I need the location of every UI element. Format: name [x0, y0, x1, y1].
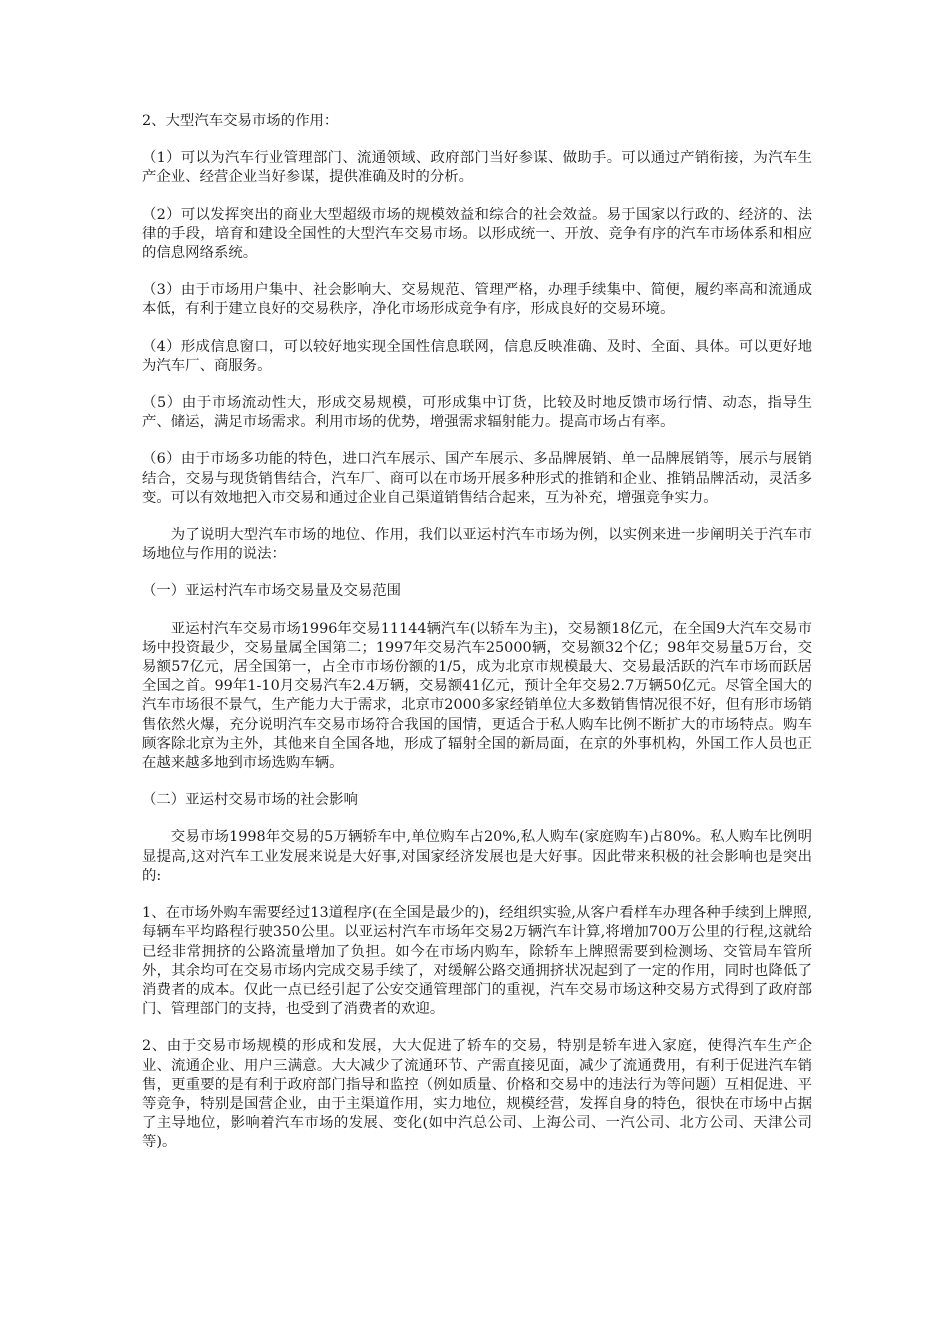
part2-heading: （二）亚运村交易市场的社会影响	[142, 792, 358, 809]
intro-paragraph: 为了说明大型汽车市场的地位、作用，我们以亚运村汽车市场为例，以实例来进一步阐明关于汽车市场地位与作用的说法：	[142, 527, 812, 563]
role-item-4: （4）形成信息窗口，可以较好地实现全国性信息联网，信息反映准确、及时、全面、具体。可以更好地为汽车厂、商服务。	[142, 338, 812, 374]
part2-paragraph: 交易市场1998年交易的5万辆轿车中,单位购车占20%,私人购车(家庭购车)占80%。私人购车比例明显提高,这对汽车工业发展来说是大好事,对国家经济发展也是大好事。因此带来积极的社会影响也是突出的:	[142, 829, 812, 884]
impact-point-1: 1、在市场外购车需要经过13道程序(在全国是最少的)，经组织实验,从客户看样车办理各种手续到上牌照,每辆车平均路程行驶350公里。以亚运村汽车市场年交易2万辆汽车计算,将增加700万公里的行程,这就给已经非常拥挤的公路流量增加了负担。如今在市场内购车，除轿车上牌照需要到检测场、交管局车管所外，其余均可在交易市场内完成交易手续了，对缓解公路交通拥挤状况起到了一定的作用，同时也降低了消费者的成本。仅此一点已经引起了公安交通管理部门的重视，汽车交易市场这种交易方式得到了政府部门、管理部门的支持，也受到了消费者的欢迎。	[142, 905, 812, 1018]
role-item-3: （3）由于市场用户集中、社会影响大、交易规范、管理严格，办理手续集中、简便，履约率高和流通成本低，有利于建立良好的交易秩序，净化市场形成竞争有序，形成良好的交易环境。	[142, 282, 812, 318]
role-item-5: （5）由于市场流动性大，形成交易规模，可形成集中订货，比较及时地反馈市场行情、动态，指导生产、储运，满足市场需求。利用市场的优势，增强需求辐射能力。提高市场占有率。	[142, 395, 812, 431]
document-page	[142, 112, 812, 1171]
part1-heading: （一）亚运村汽车市场交易量及交易范围	[142, 583, 402, 600]
section-heading: 2、大型汽车交易市场的作用：	[142, 113, 339, 129]
role-item-1: （1）可以为汽车行业管理部门、流通领域、政府部门当好参谋、做助手。可以通过产销衔接，为汽车生产企业、经营企业当好参谋，提供准确及时的分析。	[142, 150, 812, 186]
role-item-6: （6）由于市场多功能的特色，进口汽车展示、国产车展示、多品牌展销、单一品牌展销等，展示与展销结合，交易与现货销售结合，汽车厂、商可以在市场开展多种形式的推销和企业、推销品牌活动，灵活多变。可以有效地把入市交易和通过企业自己渠道销售结合起来，互为补充，增强竞争实力。	[142, 451, 812, 506]
part1-paragraph: 亚运村汽车交易市场1996年交易11144辆汽车(以轿车为主)，交易额18亿元，在全国9大汽车交易市场中投资最少，交易量属全国第二；1997年交易汽车25000辆，交易额32个亿；98年交易量5万台，交易额57亿元，居全国第一，占全市市场份额的1/5，成为北京市规模最大、交易最活跃的汽车市场而跃居全国之首。99年1-10月交易汽车2.4万辆，交易额41亿元，预计全年交易2.7万辆50亿元。尽管全国大的汽车市场很不景气，生产能力大于需求，北京市2000多家经销单位大多数销售情况很不好，但有形市场销售依然火爆，充分说明汽车交易市场符合我国的国情，更适合于私人购车比例不断扩大的市场特点。购车顾客除北京为主外，其他来自全国各地，形成了辐射全国的新局面，在京的外事机构，外国工作人员也正在越来越多地到市场选购车辆。	[142, 620, 812, 772]
impact-point-2: 2、由于交易市场规模的形成和发展，大大促进了轿车的交易，特别是轿车进入家庭，使得汽车生产企业、流通企业、用户三满意。大大减少了流通环节、产需直接见面，减少了流通费用，有利于促进汽车销售，更重要的是有利于政府部门指导和监控（例如质量、价格和交易中的违法行为等问题）互相促进、平等竞争，特别是国营企业，由于主渠道作用，实力地位，规模经营，发挥自身的特色，很快在市场中占据了主导地位，影响着汽车市场的发展、变化(如中汽总公司、上海公司、一汽公司、北方公司、天津公司等)。	[142, 1038, 812, 1151]
role-item-2: （2）可以发挥突出的商业大型超级市场的规模效益和综合的社会效益。易于国家以行政的、经济的、法律的手段，培育和建设全国性的大型汽车交易市场。以形成统一、开放、竞争有序的汽车市场体系和相应的信息网络系统。	[142, 206, 812, 262]
